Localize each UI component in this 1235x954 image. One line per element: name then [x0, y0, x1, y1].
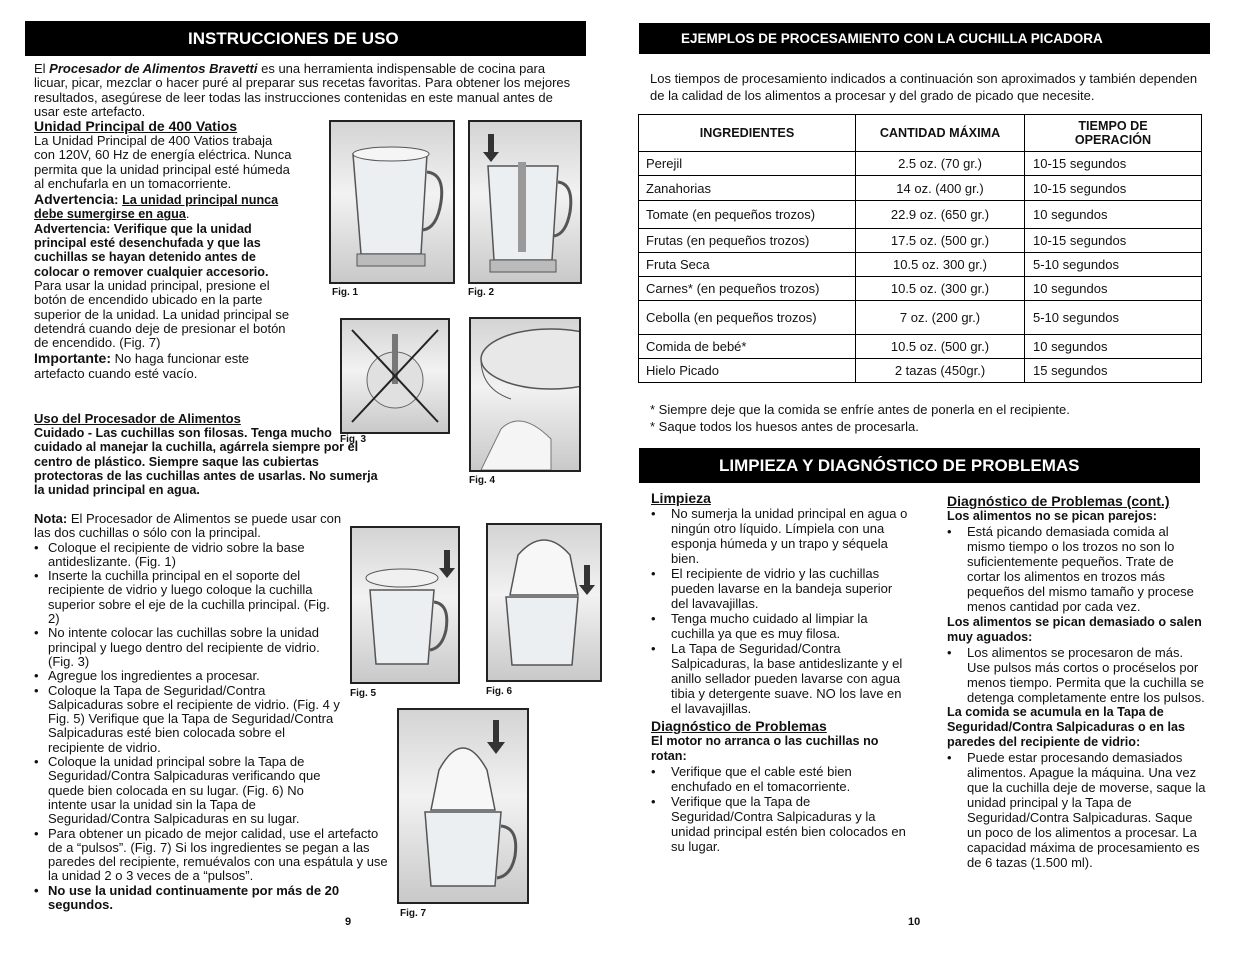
diagnosis-cont-column — [947, 493, 1209, 870]
main-unit-title: Unidad Principal de 400 Vatios — [34, 118, 238, 134]
table-cell: 10.5 oz. (300 gr.) — [856, 277, 1025, 301]
nota-text: El Procesador de Alimentos se puede usar con las dos cuchillas o sólo con la principal. — [34, 511, 342, 541]
table-cell: 10 segundos — [1025, 277, 1202, 301]
main-unit-use: Para usar la unidad principal, presione el botón de encendido ubicado en la parte superior de la unidad. La unidad principal se detendrá cuando deje de presionar el botón de encendido. (Fig. 7) — [34, 277, 290, 351]
table-cell: Comida de bebé* — [639, 335, 856, 359]
footnote: * Saque todos los huesos antes de procesarla. — [650, 419, 919, 434]
table-cell: Perejil — [639, 152, 856, 176]
list-item: • Verifique que el cable esté bien enchufado en el tomacorriente. — [651, 764, 913, 794]
table-cell: Carnes* (en pequeños trozos) — [639, 277, 856, 301]
limpieza-header-title: LIMPIEZA Y DIAGNÓSTICO DE PROBLEMAS — [719, 455, 1080, 475]
figure-7 — [397, 708, 529, 904]
table-row — [639, 253, 1202, 277]
table-header-cell: TIEMPO DE OPERACIÓN — [1025, 115, 1202, 152]
figure-6 — [486, 523, 602, 682]
diagnosis-subtitle: Los alimentos se pican demasiado o salen muy aguados: — [947, 615, 1202, 644]
advertencia-text: La unidad principal nunca debe sumergirse en agua — [34, 193, 279, 222]
table-cell: 7 oz. (200 gr.) — [856, 301, 1025, 335]
table-cell: 5-10 segundos — [1025, 253, 1202, 277]
main-unit-placement-illustration — [488, 525, 600, 680]
diagnosis-cont-title: Diagnóstico de Problemas (cont.) — [947, 493, 1170, 509]
table-header-cell: INGREDIENTES — [639, 115, 856, 152]
table-cell: 10.5 oz. (500 gr.) — [856, 335, 1025, 359]
table-cell: 10-15 segundos — [1025, 152, 1202, 176]
caption-fig-4: Fig. 4 — [469, 475, 496, 486]
advertencia-label: Advertencia — [34, 191, 115, 208]
table-row — [639, 301, 1202, 335]
pulse-button-illustration — [399, 710, 527, 902]
table-cell: Hielo Picado — [639, 359, 856, 383]
table-cell: 22.9 oz. (650 gr.) — [856, 201, 1025, 229]
table-cell: 14 oz. (400 gr.) — [856, 176, 1025, 201]
figure-4 — [469, 317, 581, 472]
figure-5 — [350, 526, 460, 684]
table-row — [639, 277, 1202, 301]
table-footnotes — [650, 401, 1070, 435]
intro-paragraph: El Procesador de Alimentos Bravetti es una herramienta indispensable de cocina para licuar, picar, mezclar o hacer puré al preparar sus recetas favoritas. Para obtener los mejores resultados, asegúrese de leer todas las instrucciones contenidas en este manual antes de usar este artefacto. — [34, 61, 571, 119]
table-cell: 10-15 segundos — [1025, 176, 1202, 201]
list-item: • El recipiente de vidrio y las cuchillas pueden lavarse en la bandeja superior del lavavajillas. — [651, 566, 913, 611]
table-cell: 10 segundos — [1025, 201, 1202, 229]
list-item: • Coloque la Tapa de Seguridad/Contra Salpicaduras sobre el recipiente de vidrio. (Fig. 4 y Fig. 5) Verifique que la Tapa de Seguridad/Contra Salpicaduras esté bien colocada sobre el recipiente de vidrio. — [34, 684, 344, 755]
list-item: • Coloque la unidad principal sobre la Tapa de Seguridad/Contra Salpicaduras verificando que quede bien colocada en su lugar. (Fig. 6) No intente usar la unidad sin la Tapa de Seguridad/Contra Salpicaduras en su lugar. — [34, 755, 344, 826]
list-item: • Para obtener un picado de mejor calidad, use el artefacto de a “pulsos”. (Fig. 7) Si los ingredientes se pegan a las paredes del recipiente, remuévalos con una espátula y use la unidad 2 o 3 veces de a “pulsos”. — [34, 827, 394, 884]
table-row — [639, 229, 1202, 253]
caption-fig-7: Fig. 7 — [400, 908, 427, 919]
table-cell: 10 segundos — [1025, 335, 1202, 359]
processor-instructions — [34, 511, 388, 913]
importante-text: No haga funcionar este artefacto cuando esté vacío. — [34, 351, 250, 381]
diagnosis-subtitle: Los alimentos no se pican parejos: — [947, 509, 1157, 523]
figure-3 — [340, 318, 450, 434]
caption-fig-5: Fig. 5 — [350, 688, 377, 699]
table-row — [639, 176, 1202, 201]
list-item: • Agregue los ingredientes a procesar. — [34, 669, 344, 683]
advertencia-2: Advertencia: Verifique que la unidad principal esté desenchufada y que las cuchillas se hayan detenido antes de colocar o remover cualquier accesorio. — [34, 221, 269, 279]
cleaning-column — [651, 490, 913, 854]
ejemplos-header — [639, 23, 1210, 54]
table-cell: 17.5 oz. (500 gr.) — [856, 229, 1025, 253]
diagnosis-title: Diagnóstico de Problemas — [651, 718, 827, 734]
diagnosis-subtitle: El motor no arranca o las cuchillas no rotan: — [651, 734, 879, 763]
footnote: * Siempre deje que la comida se enfríe antes de ponerla en el recipiente. — [650, 402, 1070, 417]
diagnosis-subtitle: La comida se acumula en la Tapa de Seguridad/Contra Salpicaduras o en las paredes del recipiente de vidrio: — [947, 705, 1185, 749]
table-cell: 2.5 oz. (70 gr.) — [856, 152, 1025, 176]
limpieza-header — [639, 448, 1200, 483]
table-cell: Fruta Seca — [639, 253, 856, 277]
main-unit-body: La Unidad Principal de 400 Vatios trabaja con 120V, 60 Hz de energía eléctrica. Nunca permita que la unidad principal esté húmeda al enchufarla en un tomacorriente. Advertencia: La unidad principal nunca debe sumergirse en agua. Advertencia: Verifique que la unidad principal esté desenchufada y que las cuchillas se hayan detenido antes de colocar o remover cualquier accesorio. Para usar la unidad principal, presione el botón de encendido ubicado en la parte superior de la unidad. La unidad principal se detendrá cuando deje de presionar el botón de encendido. (Fig. 7) Importante: No haga funcionar este artefacto cuando esté vacío. — [34, 134, 296, 381]
page-number-left: 9 — [345, 916, 352, 928]
ejemplos-header-title: EJEMPLOS DE PROCESAMIENTO CON LA CUCHILLA PICADORA — [681, 31, 1103, 46]
caption-fig-3: Fig. 3 — [340, 434, 367, 445]
instrucciones-header-title: INSTRUCCIONES DE USO — [188, 28, 399, 48]
incorrect-assembly-illustration — [342, 320, 448, 432]
figure-2 — [468, 120, 582, 284]
table-cell: 10.5 oz. 300 gr.) — [856, 253, 1025, 277]
table-cell: 10-15 segundos — [1025, 229, 1202, 253]
table-cell: 2 tazas (450gr.) — [856, 359, 1025, 383]
table-cell: 15 segundos — [1025, 359, 1202, 383]
list-item: • Está picando demasiada comida al mismo tiempo o los trozos no son lo suficientemente pequeños. Trate de cortar los alimentos en trozos más pequeños del mismo tamaño y procese menos cantidad por cada vez. — [947, 524, 1209, 614]
list-item: • Los alimentos se procesaron de más. Use pulsos más cortos o procéselos por menos tiempo. Permita que la cuchilla se detenga completamente entre los pulsos. — [947, 645, 1209, 705]
lid-placement-illustration — [352, 528, 458, 682]
ingredients-table — [638, 114, 1202, 383]
caption-fig-2: Fig. 2 — [468, 287, 495, 298]
main-unit-text: La Unidad Principal de 400 Vatios trabaja con 120V, 60 Hz de energía eléctrica. Nunca permita que la unidad principal esté húmeda al enchufarla en un tomacorriente. — [34, 133, 292, 191]
page-number-right: 10 — [908, 916, 921, 928]
table-header-cell: CANTIDAD MÁXIMA — [856, 115, 1025, 152]
figure-1 — [329, 120, 455, 284]
list-item: • Puede estar procesando demasiados alimentos. Apague la máquina. Una vez que la cuchilla deje de moverse, saque la unidad principal y la Tapa de Seguridad/Contra Salpicaduras. Saque un poco de los alimentos a procesar. La capacidad máxima de procesamiento es de 6 tazas (1.500 ml). — [947, 750, 1209, 870]
table-header-row — [639, 115, 1202, 152]
nota-label: Nota: — [34, 511, 68, 526]
table-row — [639, 201, 1202, 229]
table-cell: Cebolla (en pequeños trozos) — [639, 301, 856, 335]
table-row — [639, 152, 1202, 176]
blade-insert-illustration — [470, 122, 580, 282]
list-item: • Verifique que la Tapa de Seguridad/Contra Salpicaduras y la unidad principal estén bien colocados en su lugar. — [651, 794, 913, 854]
list-item: • Tenga mucho cuidado al limpiar la cuchilla ya que es muy filosa. — [651, 611, 913, 641]
product-name: Procesador de Alimentos Bravetti — [49, 61, 258, 76]
instrucciones-header — [25, 21, 586, 56]
processor-caution: Cuidado - Las cuchillas son filosas. Tenga mucho cuidado al manejar la cuchilla, agárrela siempre por el centro de plástico. Siempre saque las cubiertas protectoras de las cuchillas antes de usarlas. No sumerja la unidad principal en agua. — [34, 426, 378, 498]
glass-bowl-illustration — [331, 122, 453, 282]
list-item: • No sumerja la unidad principal en agua o ningún otro líquido. Límpiela con una esponja húmeda y un trapo y séquela bien. — [651, 506, 913, 566]
list-item: • Inserte la cuchilla principal en el soporte del recipiente de vidrio y luego coloque la cuchilla superior sobre el eje de la cuchilla principal. (Fig. 2) — [34, 569, 344, 626]
importante-label: Importante: — [34, 350, 111, 367]
caption-fig-6: Fig. 6 — [486, 686, 513, 697]
table-cell: 5-10 segundos — [1025, 301, 1202, 335]
table-cell: Tomate (en pequeños trozos) — [639, 201, 856, 229]
table-cell: Frutas (en pequeños trozos) — [639, 229, 856, 253]
list-item-warning: • No use la unidad continuamente por más de 20 segundos. — [34, 884, 388, 913]
ejemplos-intro: Los tiempos de procesamiento indicados a continuación son aproximados y también dependen de la calidad de los alimentos a procesar y del grado de picado que necesite. — [650, 71, 1198, 103]
table-row — [639, 335, 1202, 359]
cleaning-title: Limpieza — [651, 490, 711, 506]
list-item: • La Tapa de Seguridad/Contra Salpicaduras, la base antideslizante y el anillo sellador pueden lavarse con agua tibia y detergente suave. NO los lave en el lavavajillas. — [651, 641, 913, 716]
table-row — [639, 359, 1202, 383]
caption-fig-1: Fig. 1 — [332, 287, 359, 298]
lid-illustration — [471, 319, 579, 470]
list-item: • Coloque el recipiente de vidrio sobre la base antideslizante. (Fig. 1) — [34, 541, 344, 570]
processor-use-title: Uso del Procesador de Alimentos — [34, 411, 241, 426]
table-cell: Zanahorias — [639, 176, 856, 201]
list-item: • No intente colocar las cuchillas sobre la unidad principal y luego dentro del recipiente de vidrio. (Fig. 3) — [34, 626, 344, 669]
